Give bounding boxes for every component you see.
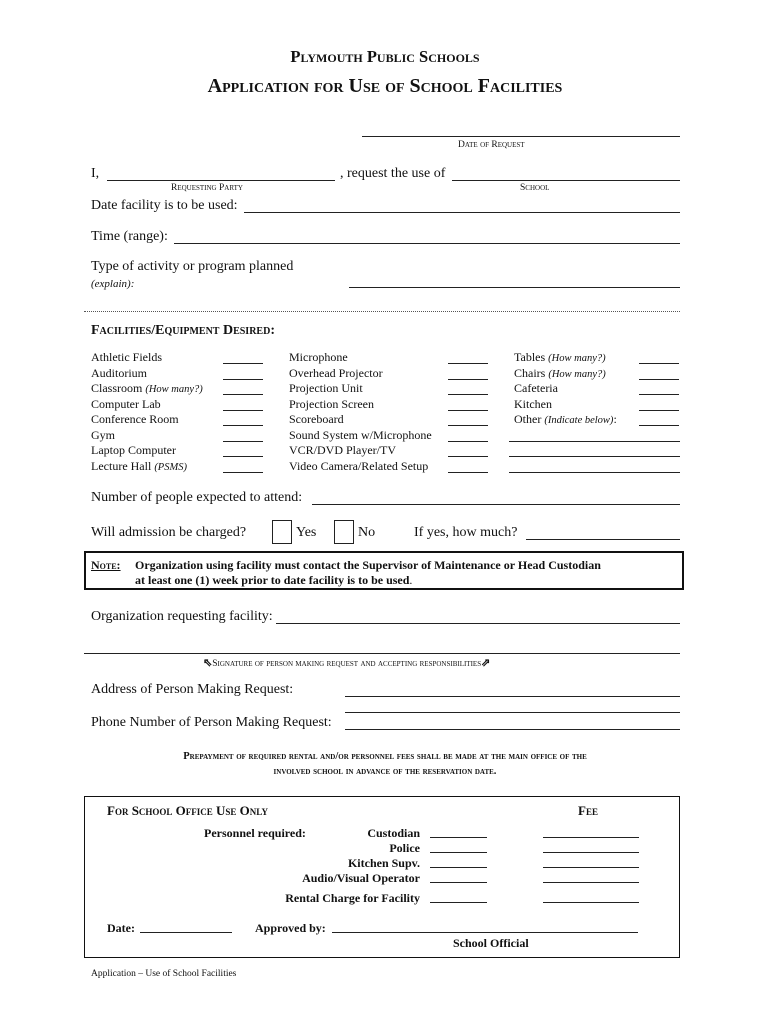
equipment-blank[interactable] (448, 456, 488, 457)
address-field[interactable] (345, 696, 680, 697)
how-much-label: If yes, how much? (414, 525, 518, 540)
admission-yes-checkbox[interactable] (272, 520, 292, 544)
role-label: Police (389, 841, 420, 855)
equipment-item: Projection Unit (289, 381, 363, 395)
activity-label: Type of activity or program planned (91, 259, 294, 274)
rental-charge-field[interactable] (430, 902, 487, 903)
equipment-blank[interactable] (448, 425, 488, 426)
arrow-up-right-icon: ⇗ (481, 657, 491, 669)
equipment-blank[interactable] (223, 410, 263, 411)
admission-no-checkbox[interactable] (334, 520, 354, 544)
other-field[interactable] (509, 441, 680, 442)
requesting-party-label: Requesting Party (171, 183, 243, 193)
district-name: Plymouth Public Schools (290, 47, 480, 66)
fee-field[interactable] (543, 902, 639, 903)
people-expected-field[interactable] (312, 504, 680, 505)
request-use-label: , request the use of (340, 166, 446, 181)
equipment-blank[interactable] (639, 363, 679, 364)
equipment-item: Tables (How many?) (514, 350, 606, 364)
admission-yes-label: Yes (296, 525, 317, 540)
equipment-item: Chairs (How many?) (514, 366, 606, 380)
note-prefix: Note: (91, 558, 121, 572)
equipment-blank[interactable] (448, 472, 488, 473)
equipment-item: Computer Lab (91, 397, 161, 411)
equipment-blank[interactable] (223, 379, 263, 380)
equipment-item: Gym (91, 428, 115, 442)
role-label: Custodian (367, 826, 420, 840)
fee-field[interactable] (543, 837, 639, 838)
equipment-item: Auditorium (91, 366, 147, 380)
date-facility-label: Date facility is to be used: (91, 198, 238, 213)
equipment-blank[interactable] (448, 441, 488, 442)
equipment-blank[interactable] (448, 410, 488, 411)
equipment-blank[interactable] (448, 394, 488, 395)
requesting-party-field[interactable] (107, 180, 335, 181)
admission-label: Will admission be charged? (91, 525, 247, 540)
fee-label: Fee (578, 803, 598, 818)
arrow-up-left-icon: ⇖ (203, 657, 213, 669)
phone-field[interactable] (345, 729, 680, 730)
approved-by-label: Approved by: (255, 921, 326, 935)
explain-label: (explain): (91, 278, 135, 290)
equipment-item: Scoreboard (289, 412, 344, 426)
equipment-item: Classroom (How many?) (91, 381, 203, 395)
equipment-item: Projection Screen (289, 397, 374, 411)
personnel-count-field[interactable] (430, 837, 487, 838)
equipment-blank[interactable] (223, 441, 263, 442)
equipment-blank[interactable] (223, 425, 263, 426)
equipment-blank[interactable] (223, 363, 263, 364)
equipment-blank[interactable] (448, 379, 488, 380)
equipment-blank[interactable] (223, 456, 263, 457)
office-date-field[interactable] (140, 932, 232, 933)
form-title: Application for Use of School Facilities (207, 75, 563, 97)
note-line-1: Organization using facility must contact the Supervisor of Maintenance or Head Custodian (135, 558, 601, 572)
prepayment-line-2: involved school in advance of the reservation date. (273, 766, 497, 777)
admission-no-label: No (358, 525, 376, 540)
note-line-2: at least one (1) week prior to date facility is to be used. (135, 573, 413, 587)
facilities-heading: Facilities/Equipment Desired: (91, 323, 275, 338)
equipment-item: VCR/DVD Player/TV (289, 443, 396, 457)
other-field[interactable] (509, 456, 680, 457)
equipment-blank[interactable] (639, 425, 679, 426)
date-of-request-label: Date of Request (458, 140, 525, 150)
equipment-item: Overhead Projector (289, 366, 383, 380)
organization-label: Organization requesting facility: (91, 609, 273, 624)
section-divider (84, 311, 680, 312)
i-label: I, (91, 166, 100, 181)
time-range-label: Time (range): (91, 229, 168, 244)
activity-field[interactable] (349, 287, 680, 288)
fee-field[interactable] (543, 852, 639, 853)
address-label: Address of Person Making Request: (91, 682, 294, 697)
equipment-item: Kitchen (514, 397, 552, 411)
other-field[interactable] (509, 472, 680, 473)
date-of-request-field[interactable] (362, 136, 680, 137)
signature-label: ⇖Signature of person making request and accepting responsibilities⇗ (203, 657, 491, 669)
office-use-heading: For School Office Use Only (107, 803, 268, 818)
equipment-item: Microphone (289, 350, 348, 364)
date-facility-field[interactable] (244, 212, 680, 213)
personnel-label: Personnel required: (204, 826, 306, 840)
equipment-item: Cafeteria (514, 381, 558, 395)
equipment-item: Conference Room (91, 412, 179, 426)
phone-label: Phone Number of Person Making Request: (91, 715, 332, 730)
school-official-label: School Official (453, 936, 529, 950)
organization-field[interactable] (276, 623, 680, 624)
equipment-blank[interactable] (639, 394, 679, 395)
footer-text: Application – Use of School Facilities (91, 969, 237, 979)
equipment-item: Sound System w/Microphone (289, 428, 432, 442)
personnel-count-field[interactable] (430, 867, 487, 868)
prepayment-line-1: Prepayment of required rental and/or personnel fees shall be made at the main office of the (183, 751, 587, 762)
office-date-label: Date: (107, 921, 135, 935)
approved-by-field[interactable] (332, 932, 638, 933)
role-label: Audio/Visual Operator (302, 871, 420, 885)
school-label: School (520, 183, 550, 193)
signature-field[interactable] (84, 653, 680, 654)
school-field[interactable] (452, 180, 680, 181)
equipment-item: Video Camera/Related Setup (289, 459, 429, 473)
personnel-count-field[interactable] (430, 882, 487, 883)
how-much-field[interactable] (526, 539, 680, 540)
equipment-blank[interactable] (223, 394, 263, 395)
address-field-2[interactable] (345, 712, 680, 713)
equipment-blank[interactable] (639, 379, 679, 380)
fee-field[interactable] (543, 867, 639, 868)
equipment-blank[interactable] (639, 410, 679, 411)
personnel-count-field[interactable] (430, 852, 487, 853)
equipment-blank[interactable] (448, 363, 488, 364)
equipment-item: Lecture Hall (PSMS) (91, 459, 187, 473)
role-label: Kitchen Supv. (347, 856, 420, 870)
rental-charge-label: Rental Charge for Facility (285, 891, 420, 905)
equipment-item: Laptop Computer (91, 443, 176, 457)
fee-field[interactable] (543, 882, 639, 883)
equipment-item: Other (Indicate below): (514, 412, 617, 426)
people-expected-label: Number of people expected to attend: (91, 490, 303, 505)
equipment-item: Athletic Fields (91, 350, 162, 364)
equipment-blank[interactable] (223, 472, 263, 473)
time-range-field[interactable] (174, 243, 680, 244)
